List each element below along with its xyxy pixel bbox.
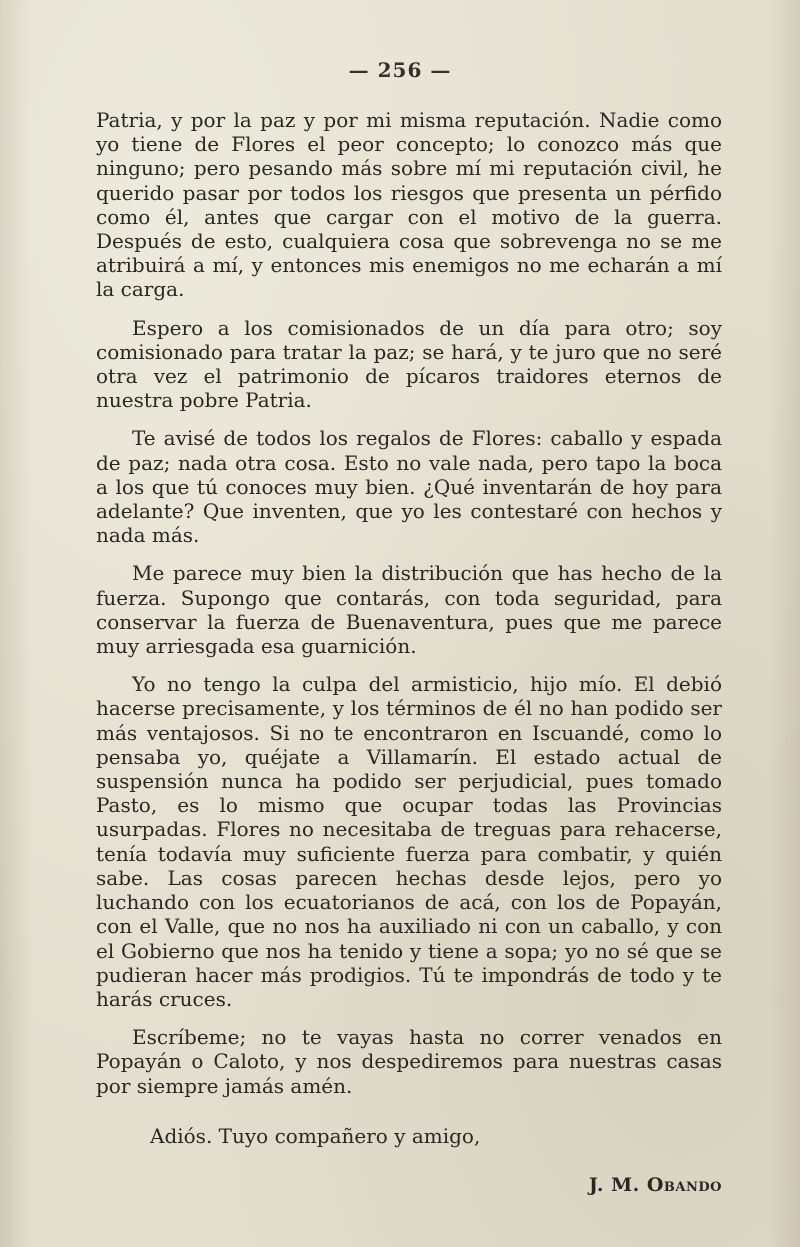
paragraph-6: Escríbeme; no te vayas hasta no correr venados en Popayán o Caloto, y nos despediremos para nuestras casas por siempre jamás amén. xyxy=(96,1025,722,1098)
closing-line: Adiós. Tuyo compañero y amigo, xyxy=(150,1123,481,1148)
paragraph-2: Espero a los comisionados de un día para otro; soy comisionado para tratar la paz; se hará, y te juro que no seré otra vez el patrimonio de pícaros traidores eternos de nuestra pobre Patria. xyxy=(96,315,722,413)
signature: J. M. Obando xyxy=(588,1173,722,1196)
paragraph-3: Te avisé de todos los regalos de Flores: caballo y espada de paz; nada otra cosa. Esto no vale nada, pero tapo la boca a los que tú conoces muy bien. ¿Qué inventarán de hoy para adelante? Que inventen, que yo les contestaré con hechos y nada más. xyxy=(96,426,722,548)
paragraph-1: Patria, y por la paz y por mi misma reputación. Nadie como yo tiene de Flores el peor concepto; lo conozco más que ninguno; pero pesando más sobre mí mi reputación civil, he querido pasar por todos los riesgos que presenta un pérfido como él, antes que cargar con el motivo de la guerra. Después de esto, cualquiera cosa que sobrevenga no se me atribuirá a mí, y entonces mis enemigos no me echarán a mí la carga. xyxy=(96,108,722,302)
letter-body xyxy=(96,108,722,1196)
paragraph-5: Yo no tengo la culpa del armisticio, hijo mío. El debió hacerse precisamente, y los términos de él no han podido ser más ventajosos. Si no te encontraron en Iscuandé, como lo pensaba yo, quéjate a Villamarín. El estado actual de suspensión nunca ha podido ser perjudicial, pues tomado Pasto, es lo mismo que ocupar todas las Provincias usurpadas. Flores no necesitaba de treguas para rehacerse, tenía todavía muy suficiente fuerza para combatir, y quién sabe. Las cosas parecen hechas desde lejos, pero yo luchando con los ecuatorianos de acá, con los de Popayán, con el Valle, que no nos ha auxiliado ni con un caballo, y con el Gobierno que nos ha tenido y tiene a sopa; yo no sé que se pudieran hacer más prodigios. Tú te impondrás de todo y te harás cruces. xyxy=(96,672,722,1011)
paragraph-4: Me parece muy bien la distribución que has hecho de la fuerza. Supongo que contarás, con toda seguridad, para conservar la fuerza de Buenaventura, pues que me parece muy arriesgada esa guarnición. xyxy=(96,561,722,659)
page-number: — 256 — xyxy=(348,58,452,82)
